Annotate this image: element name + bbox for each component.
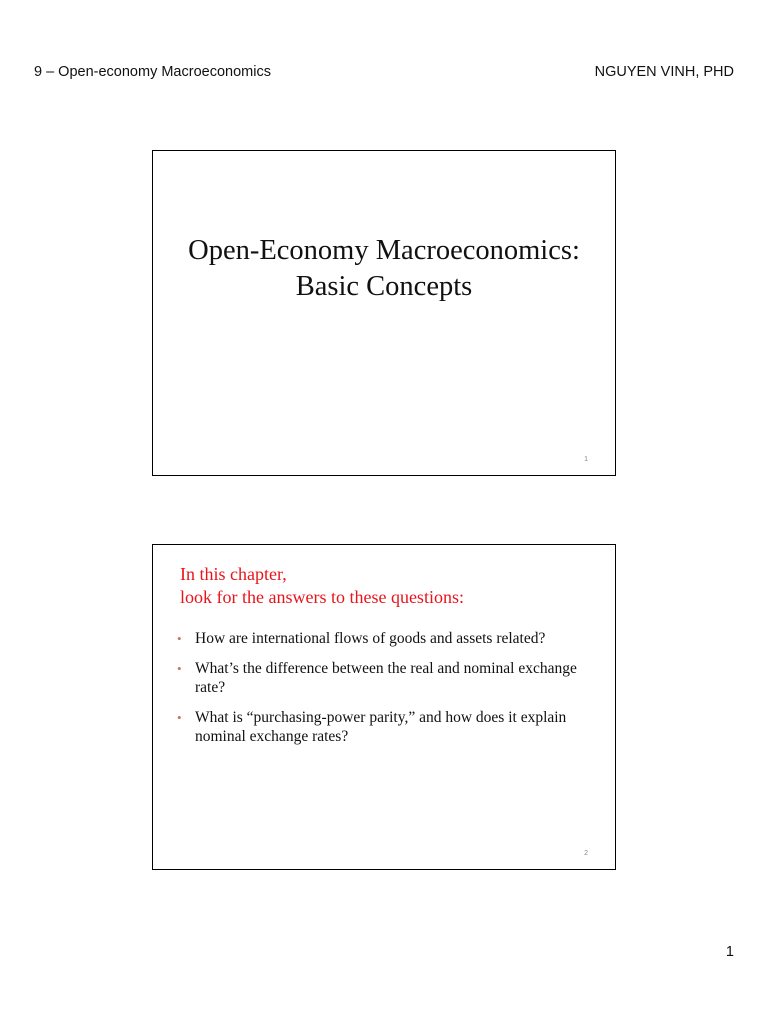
bullet-dot-icon: • <box>177 710 182 725</box>
slide-number: 1 <box>584 456 588 463</box>
page-number: 1 <box>725 944 734 960</box>
slide-title <box>153 233 615 305</box>
slide-1 <box>152 150 616 476</box>
question-item <box>175 708 595 746</box>
bullet-dot-icon: • <box>177 661 182 676</box>
question-item <box>175 629 595 648</box>
question-item <box>175 659 595 697</box>
question-text: What’s the difference between the real and nominal exchange rate? <box>195 660 577 696</box>
bullet-dot-icon: • <box>177 631 182 646</box>
slide-number: 2 <box>584 850 588 857</box>
slide-heading-line-2: look for the answers to these questions: <box>180 587 464 607</box>
question-list <box>175 629 595 757</box>
question-text: What is “purchasing-power parity,” and how does it explain nominal exchange rates? <box>195 709 567 745</box>
slide-title-line-2: Basic Concepts <box>295 271 473 302</box>
page-header-course-title: 9 – Open-economy Macroeconomics <box>34 64 271 80</box>
slide-title-line-1: Open-Economy Macroeconomics: <box>188 235 580 266</box>
slide-2 <box>152 544 616 870</box>
page-header-author: NGUYEN VINH, PHD <box>594 64 734 80</box>
slide-heading-line-1: In this chapter, <box>180 564 287 584</box>
slide-heading <box>180 563 464 609</box>
question-text: How are international flows of goods and assets related? <box>195 630 546 647</box>
